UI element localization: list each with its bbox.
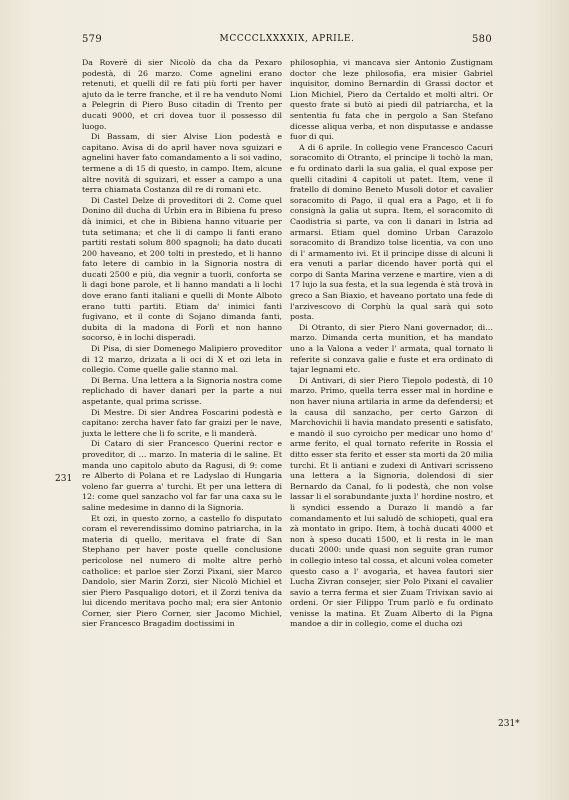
paragraph: philosophia, vi mancava sier Antonio Zustignam doctor che leze philosofia, era misier Gabriel inquisitor, domino Bernardin di Grassi doctor et Lion Michiel, Piero da Certaldo et molti altri. Or questo frate si butò ai piedi dil patriarcha, et la sententia fu fata che in pergolo a San Stefano dicesse aliqua verba, et non disputasse e andasse fuor di qui. [290, 58, 493, 142]
paragraph: Di Bassam, di sier Alvise Lion podestà e capitano. Avisa di do april haver nova sguizari e agnelini haver fato comandamento a li soi vadino, termene a di 15 di questo, in campo. Item, alcune altre novità di sguizari, et esser a campo a una terra chiamata Costanza dil re di romani etc. [82, 132, 282, 195]
right-column [290, 58, 493, 630]
paragraph: Di Antivari, di sier Piero Tiepolo podestà, di 10 marzo. Primo, quella terra esser mal in hordine e non haver niuna artilaria in arme da defendersi; et la causa dil sanzacho, per certo Garzon di Marchovichii li havia mandato presenti e satisfato, e mandò il suo cyroicho per medicar uno homo d' arme ferito, el qual tornato referite in Rossia el ditto esser sta ferito et esser sta morti da 20 milia turchi. Et li antiani e zudexi di Antivari scrisseno una lettera a la Signoria, dolendosi di sier Bernardo da Canal, fo li podestà, che non volse lassar li el sorabundante juxta l' hordine nostro, et li syndici essendo a Durazo li mandò a far comandamento et lui saludò de schiopeti, qual era zà montato in gripo. Item, à tochà ducati 4000 et non à speso ducati 1500, et li resta in le man ducati 2000: unde quasi non seguite gran rumor in collegio inteso tal cossa, et alcuni volea cometer questo caso a l' avogarìa, et havea fautori sier Lucha Zivran consejer, sier Polo Pixani el cavalier savio a terra ferma et sier Zuam Trivixan savio ai ordeni. Or sier Filippo Trum parlò e fu ordinato venisse la matina. Et Zuam Alberto di la Pigna mandoe a dir in collegio, come el ducha ozi [290, 375, 494, 629]
margin-mark-right: 231* [498, 719, 520, 729]
paragraph: Et ozi, in questo zorno, a castello fo disputato coram el reverendissimo domino patriarcha, in la materia di quello, meritava el frate di San Stephano per haver poste quelle conclusione pericolose nel numero di molte altre perhò catholice: et parloe sier Zorzi Pixani, sier Marco Dandolo, sier Marin Zorzi, sier Nicolò Michiel et sier Piero Pasqualigo dotori, et il Zorzi teniva da lui dicendo meritava pocho mal; era sier Antonio Corner, sier Piero Corner, sier Jacomo Michiel, sier Francesco Bragadim doctissimi in [82, 513, 282, 629]
paragraph: A di 6 aprile. In collegio vene Francesco Cacuri soracomito di Otranto, el principe li tochò la man, e fu ordinato darli la sua galia, el qual expose per quelli citadini 4 capitoli ut patet. Item, vene il fratello di domino Beneto Musoli dotor et cavalier soracomito di Pago, il qual era a Pago, et li fo consignà la galia ut supra. Item, el soracomito di Caodistria si parte, va con li danari in Istria ad armarsi. Etiam quel domino Urban Carazolo soracomito di Brandizo tolse licentia, va con uno di l' armamento ivi. Et il principe disse di alcuni li era venuti a parlar dicendo haver portà qui el corpo di Santa Marina verzene e martire, vien a di 17 lujo la sua festa, et la sua legenda è stà trovà in greco a San Biaxio, et haveano portato una fede di l'arzivescovo di Corphù la qual sarà qui soto posta. [290, 142, 493, 322]
paragraph: Di Mestre. Di sier Andrea Foscarini podestà e capitano: zercha haver fato far graizi per le nave, juxta le lettere che li fo scrite, e li manderà. [82, 407, 282, 438]
margin-mark-left: 231 [55, 474, 73, 484]
running-title: MCCCCLXXXXIX, APRILE. [219, 34, 355, 44]
running-header [82, 34, 492, 48]
paragraph: Di Castel Delze di proveditori di 2. Come quel Donino dil ducha di Urbin era in Bibiena fu preso dà inimici, et che in Bibiena hanno vituarie per tuta setimana; et che li di campo li fanti erano partiti restati solum 800 spagnoli; ha dato ducati 200 haveano, et 200 tolti in prestedo, et li hanno fato letere di cambio in la Signoria nostra di ducati 2500 e più, dia vegnir a tuorli, conforta se li dagi bone parole, et li hanno mandati a li lochi dove erano fanti italiani e quelli di Monte Alboto erano tutti partiti. Etiam da' inimici fanti fugivano, et il conte di Sojano dimanda fanti, dubita di la madona di Forlì et non hanno socorso, è in lochi disperadi. [82, 195, 282, 343]
paragraph: Di Cataro di sier Francesco Querini rector e proveditor, di … marzo. In materia di le saline. Et manda uno capitolo abuto da Ragusi, di 9: come re Alberto di Polana et re Ladyslao di Hungaria voleno far guerra a' turchi. Et per una lettera di 12: come quel sanzacho vol far far una caxa su le saline medesime in danno di la Signoria. [82, 439, 282, 512]
paragraph: Di Otranto, di sier Piero Nani governador, di… marzo. Dimanda certa munition, et ha mandato uno a la Valona a veder l' armata, qual tornato li referite si conzava galie e fuste et era ordinato di tajar legnami etc. [290, 322, 493, 375]
paragraph: Di Pisa, di sier Domenego Malipiero proveditor di 12 marzo, drizata a li oci di X et ozi leta in collegio. Come quelle galie stanno mal. [82, 344, 282, 375]
page-number-right: 580 [472, 34, 492, 45]
page-number-left: 579 [82, 34, 102, 45]
left-column [82, 58, 282, 630]
paragraph: Di Berna. Una lettera a la Signoria nostra come replichado di haver danari per la parte a nui aspetante, qual prima scrisse. [82, 375, 282, 406]
paragraph: Da Roverè di sier Nicolò da cha da Pexaro podestà, di 26 marzo. Come agnelini erano retenuti, et quelli dil re fati più forti per haver ajuto da le terre franche, et il re ha venduto Nomi a Pelegrin di Piero Buso citadin di Trento per ducati 9000, et cri dovea tuor il possesso dil luogo. [82, 58, 282, 131]
